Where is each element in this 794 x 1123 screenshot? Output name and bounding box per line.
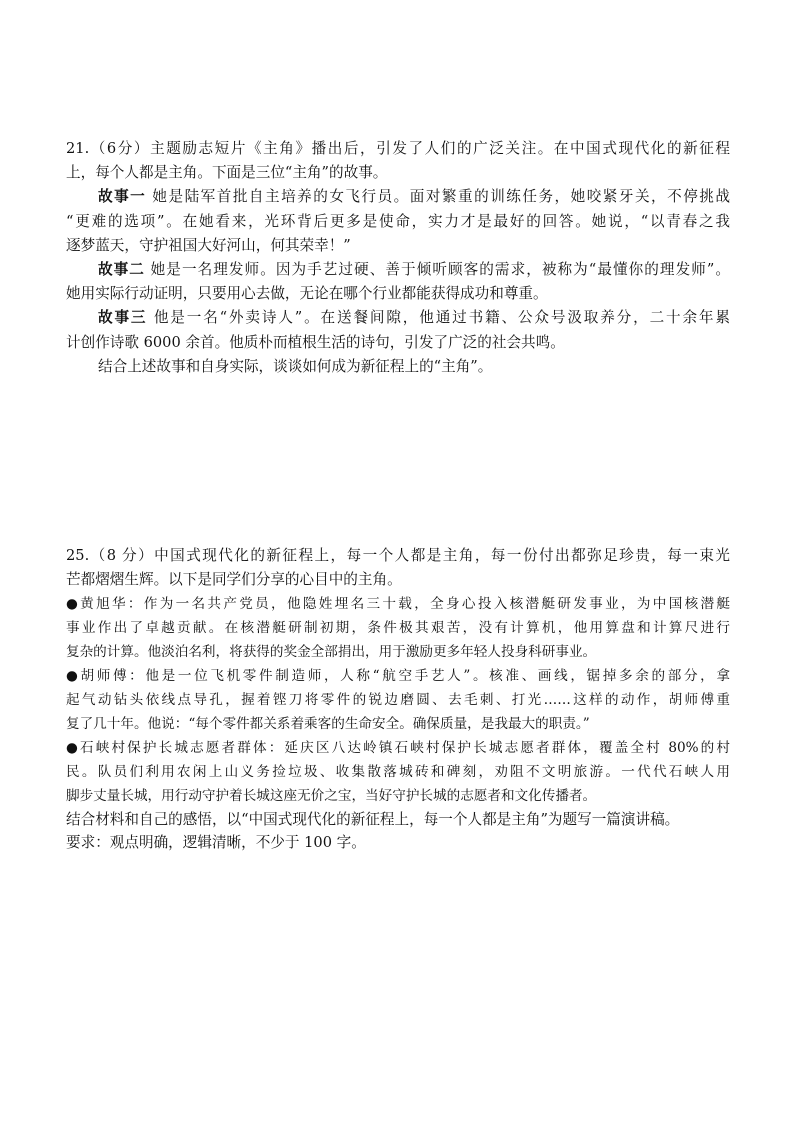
q21-header-line-2: 上，每个人都是主角。下面是三位“主角”的故事。: [66, 164, 388, 182]
material-huang-line-2: 事业作出了卓越贡献。在核潜艇研制初期，条件极其艰苦，没有计算机，他用算盘和计算尺进行: [66, 620, 730, 636]
story-3-line-1: 故事三 他是一名“外卖诗人”。在送餐间隙，他通过书籍、公众号汲取养分，二十余年累: [98, 309, 730, 327]
material-shixia-line-3: 脚步丈量长城，用行动守护着长城这座无价之宝，当好守护长城的志愿者和文化传播者。: [66, 788, 597, 804]
question-25: [66, 544, 730, 854]
story-1-label: 故事一: [98, 188, 147, 206]
material-hu-line-2: 起气动钻头依线点导孔，握着铿刀将零件的锐边磨圆、去毛刺、打光……这样的动作，胡师傅重: [66, 692, 730, 708]
story-2-line-2: 她用实际行动证明，只要用心去做，无论在哪个行业都能获得成功和尊重。: [66, 285, 548, 303]
question-21: [66, 137, 730, 379]
q25-requirement: 要求：观点明确，逻辑清晰，不少于 100 字。: [66, 834, 366, 851]
story-2-line-1: 故事二 她是一名理发师。因为手艺过硬、善于倾听顾客的需求，被称为“最懂你的理发师”。: [98, 261, 730, 279]
story-1-line-2: “更难的选项”。在她看来，光环背后更多是使命，实力才是最好的回答。她说，“以青春之我: [66, 212, 730, 230]
q21-prompt: 结合上述故事和自身实际，谈谈如何成为新征程上的“主角”。: [98, 357, 493, 375]
q25-header-line-2: 芒都熠熠生辉。以下是同学们分享的心目中的主角。: [66, 571, 402, 588]
material-hu-line-1: ●胡师傅：他是一位飞机零件制造师，人称“航空手艺人”。核准、画线，锯掉多余的部分，拿: [66, 668, 730, 684]
material-huang-line-1: ●黄旭华：作为一名共产党员，他隐姓埋名三十载，全身心投入核潜艇研发事业，为中国核潜艇: [66, 596, 730, 612]
material-shixia-line-1: ●石峡村保护长城志愿者群体：延庆区八达岭镇石峡村保护长城志愿者群体，覆盖全村 80%的村: [66, 740, 730, 756]
story-3-line-2: 计创作诗歌 6000 余首。他质朴而植根生活的诗句，引发了广泛的社会共鸣。: [66, 333, 565, 351]
story-1-line-1: 故事一 她是陆军首批自主培养的女飞行员。面对繁重的训练任务，她咬紧牙关，不停挑战: [98, 188, 730, 206]
material-hu-line-3: 复了几十年。他说：“每个零件都关系着乘客的生命安全。确保质量，是我最大的职责。”: [66, 716, 590, 732]
story-1-line-3: 逐梦蓝天，守护祖国大好河山，何其荣幸！”: [66, 236, 351, 254]
q25-header-line-1: 25.（8 分）中国式现代化的新征程上，每一个人都是主角，每一份付出都弥足珍贵，每一束光: [66, 547, 730, 564]
material-shixia-line-2: 民。队员们利用农闲上山义务捡垃圾、收集散落城砖和碑刻，劝阻不文明旅游。一代代石峡人用: [66, 764, 730, 780]
q21-header-line-1: 21.（6分）主题励志短片《主角》播出后，引发了人们的广泛关注。在中国式现代化的新征程: [66, 140, 730, 157]
story-3-label: 故事三: [98, 309, 148, 327]
material-huang-line-3: 复杂的计算。他淡泊名利，将获得的奖金全部捐出，用于激励更多年轻人投身科研事业。: [66, 644, 597, 660]
q25-instruction: 结合材料和自己的感悟，以“中国式现代化的新征程上，每一个人都是主角”为题写一篇演讲稿。: [66, 811, 680, 828]
story-2-label: 故事二: [98, 261, 145, 279]
